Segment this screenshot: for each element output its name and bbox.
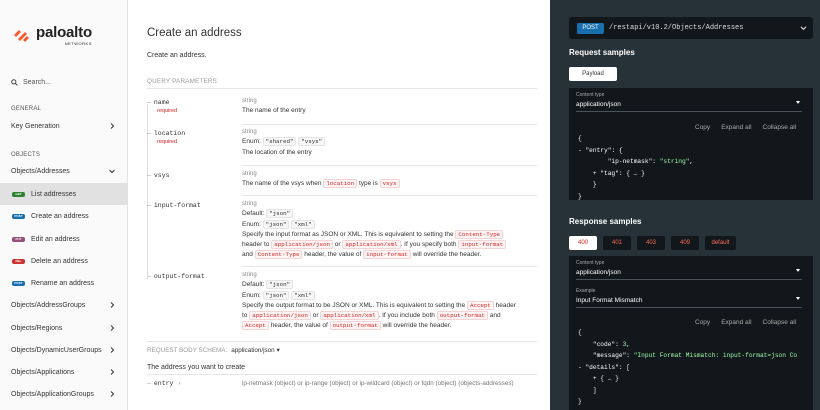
tab-response-409[interactable]: 409 <box>671 236 699 250</box>
tab-payload[interactable]: Payload <box>569 67 617 81</box>
sidebar-item-delete-address[interactable] <box>0 250 128 272</box>
page-title: Create an address <box>147 27 242 39</box>
param-details <box>242 270 516 332</box>
chevron-right-icon <box>108 368 116 376</box>
request-samples-title: Request samples <box>569 48 635 57</box>
sidebar-item-key-generation[interactable] <box>0 115 128 137</box>
divider <box>147 88 537 89</box>
expand-all-button[interactable]: Expand all <box>721 319 752 326</box>
param-description: Specify the input format as JSON or XML. This is equivalent to setting the Content-Type <box>242 230 506 240</box>
request-actions <box>695 124 796 131</box>
param-type: string <box>242 201 257 207</box>
param-description-line: to application/json or application/xml . If you include both output-format and <box>242 312 501 320</box>
paloalto-logo-icon <box>12 26 32 46</box>
schema-description: The address you want to create <box>147 364 246 371</box>
collapse-toggle[interactable]: - <box>578 363 582 371</box>
param-default: Default: "json" <box>242 209 506 219</box>
copy-button[interactable]: Copy <box>695 124 711 131</box>
request-body-schema[interactable]: REQUEST BODY SCHEMA: application/json ▾ <box>147 347 280 354</box>
param-type: string <box>242 98 257 104</box>
method-badge-post: POST <box>577 23 604 34</box>
param-type: string <box>242 171 257 177</box>
tab-response-403[interactable]: 403 <box>637 236 665 250</box>
param-details <box>242 127 325 158</box>
method-badge-get: GET <box>12 192 25 197</box>
sidebar-item-objects-addressgroups[interactable] <box>0 294 128 316</box>
content-type-value: application/json <box>576 269 621 276</box>
param-default: Default: "json" <box>242 280 516 290</box>
param-enum: Enum: "json" "xml" <box>242 291 516 301</box>
param-name <box>147 96 537 126</box>
param-description: Specify the output format to be JSON or XML. This is equivalent to setting the Accept header <box>242 301 516 309</box>
sidebar-item-objects-addresses[interactable] <box>0 160 128 182</box>
sidebar-item-list-addresses[interactable] <box>0 183 128 205</box>
sidebar-item-objects-applicationgroups[interactable] <box>0 383 128 405</box>
divider <box>242 165 537 166</box>
param-enum: Enum: "shared" "vsys" <box>242 137 325 147</box>
collapse-all-button[interactable]: Collapse all <box>762 124 797 131</box>
param-details <box>242 199 506 261</box>
samples-panel <box>550 0 820 410</box>
method-badge-post: POST <box>12 281 25 286</box>
required-label: required <box>157 139 178 145</box>
response-actions <box>695 319 796 326</box>
sidebar-item-label: Objects/Addresses <box>11 167 70 175</box>
query-parameters-title: QUERY PARAMETERS <box>147 78 218 85</box>
endpoint-path: /restapi/v10.2/Objects/Addresses <box>609 24 744 32</box>
search-input[interactable] <box>11 79 51 86</box>
param-details <box>242 96 306 117</box>
sidebar-item-objects-applications[interactable] <box>0 361 128 383</box>
example-select[interactable] <box>576 288 802 308</box>
param-name-label: — name <box>147 99 170 106</box>
divider <box>242 195 537 196</box>
expand-all-button[interactable]: Expand all <box>721 124 752 131</box>
content-type-select[interactable] <box>576 92 802 112</box>
method-badge-post: POST <box>12 214 25 219</box>
sidebar-item-label: Rename an address <box>31 279 95 287</box>
divider <box>147 341 537 342</box>
sidebar-item-label: Delete an address <box>31 257 88 265</box>
param-name-label: — vsys <box>147 172 170 179</box>
response-samples-title: Response samples <box>569 217 642 226</box>
main-content <box>128 0 550 410</box>
tab-response-default[interactable]: default <box>705 236 736 250</box>
chevron-right-icon <box>108 390 116 398</box>
sidebar-item-label: Create an address <box>31 212 89 220</box>
param-type: string <box>242 272 257 278</box>
sidebar-item-label: Edit an address <box>31 235 80 243</box>
sidebar-item-label: Objects/DynamicUserGroups <box>11 346 102 354</box>
param-name-label: — location <box>147 130 186 137</box>
chevron-right-icon <box>108 301 116 309</box>
param-description: The name of the vsys when location type is vsys <box>242 179 400 189</box>
page-description: Create an address. <box>147 52 207 59</box>
copy-button[interactable]: Copy <box>695 319 711 326</box>
sidebar-item-label: Objects/Regions <box>11 324 63 332</box>
group-label-objects: OBJECTS <box>11 152 41 158</box>
param-input-format <box>147 199 537 263</box>
method-badge-del: DEL <box>12 259 25 264</box>
example-value: Input Format Mismatch <box>576 297 643 304</box>
endpoint-bar[interactable] <box>569 17 813 39</box>
example-label: Example <box>576 288 596 294</box>
logo-text: paloalto <box>36 24 92 41</box>
logo-subtext: NETWORKS <box>64 41 92 46</box>
sidebar-item-objects-regions[interactable] <box>0 317 128 339</box>
param-description-line: header to application/json or application/xml . If you specify both input-format <box>242 240 506 250</box>
caret-down-icon <box>796 297 800 300</box>
sidebar-item-label: Key Generation <box>11 122 60 130</box>
param-enum: Enum: "json" "xml" <box>242 220 506 230</box>
param-description: ip-netmask (object) or ip-range (object) or ip-wildcard (object) or fqdn (object) (objects-addresses) <box>242 380 514 387</box>
param-entry[interactable] <box>147 379 537 393</box>
sidebar-item-edit-address[interactable] <box>0 228 128 250</box>
method-badge-put: PUT <box>12 237 25 242</box>
search-placeholder: Search... <box>23 79 52 86</box>
caret-down-icon <box>796 269 800 272</box>
chevron-down-icon <box>108 167 116 175</box>
param-details <box>242 169 400 190</box>
search-icon <box>11 79 18 86</box>
content-type-value: application/json <box>576 101 621 108</box>
request-code: { - "entry": { "ip-netmask": "string", + "tag": { … } } } <box>578 135 694 200</box>
sidebar-item-label: List addresses <box>31 190 77 198</box>
param-description-line: Accept header, the value of output-format will override the header. <box>242 321 516 331</box>
content-type-label: Content type <box>576 92 605 98</box>
chevron-right-icon <box>108 122 116 130</box>
param-name-label: — input-format <box>147 202 201 209</box>
sidebar-item-rename-address[interactable] <box>0 272 128 294</box>
group-label-general: GENERAL <box>11 106 42 112</box>
chevron-down-icon[interactable] <box>800 25 807 31</box>
param-description: The name of the entry <box>242 107 306 115</box>
tab-response-400[interactable]: 400 <box>569 236 597 250</box>
param-type: string <box>242 129 257 135</box>
chevron-right-icon <box>108 346 116 354</box>
sidebar-item-objects-dynamicusergroups[interactable] <box>0 339 128 361</box>
expand-toggle[interactable]: + <box>592 169 597 177</box>
sidebar-item-create-address[interactable] <box>0 205 128 227</box>
param-name-label: — output-format <box>147 273 205 280</box>
collapse-toggle[interactable]: - <box>578 146 582 154</box>
divider <box>242 266 537 267</box>
param-output-format <box>147 270 537 334</box>
sidebar-item-label: Objects/Applications <box>11 368 75 376</box>
chevron-right-icon <box>108 324 116 332</box>
collapse-all-button[interactable]: Collapse all <box>762 319 797 326</box>
sidebar-item-label: Objects/ApplicationGroups <box>11 390 94 398</box>
divider <box>147 374 537 375</box>
divider <box>242 124 537 125</box>
sidebar <box>0 0 128 410</box>
response-code: { "code": 3, "message": "Input Format Mismatch: input-format=json Co - "details": [ + { … } ] } <box>578 329 798 405</box>
content-type-select[interactable] <box>576 260 802 280</box>
param-description: The location of the entry <box>242 148 312 156</box>
content-type-label: Content type <box>576 260 605 266</box>
schema-type-select[interactable]: application/json <box>231 347 275 354</box>
expand-toggle[interactable]: + <box>592 375 597 382</box>
param-vsys <box>147 169 537 193</box>
caret-down-icon <box>796 101 800 104</box>
param-location <box>147 127 537 163</box>
param-description-line: and Content-Type header, the value of input-format will override the header. <box>242 251 482 259</box>
param-name-label: — entry › <box>147 380 182 387</box>
tab-response-401[interactable]: 401 <box>603 236 631 250</box>
required-label: required <box>157 108 178 114</box>
sidebar-item-label: Objects/AddressGroups <box>11 301 86 309</box>
logo[interactable] <box>12 26 92 46</box>
